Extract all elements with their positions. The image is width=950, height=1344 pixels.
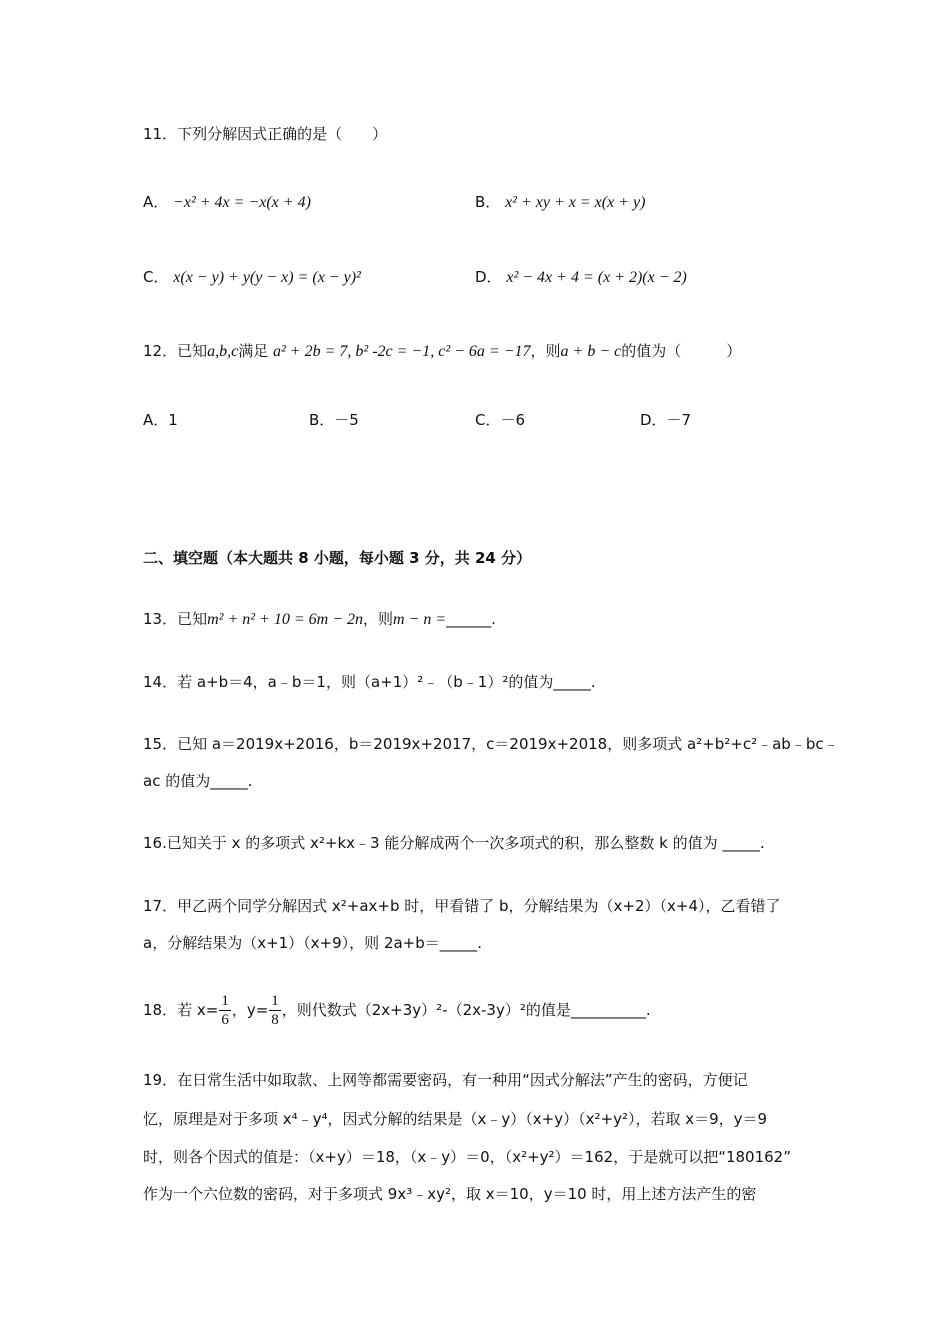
- q19-line-4: 作为一个六位数的密码，对于多项式 9x³﹣xy²，取 x＝10，y＝10 时，用上述方法产生的密: [143, 1185, 757, 1203]
- q11-option-c-math: x(x − y) + y(y − x) = (x − y)²: [173, 269, 361, 286]
- q13: [143, 609, 496, 630]
- q12-option-b[interactable]: B．－5: [309, 411, 359, 429]
- q13-math-equation: m² + n² + 10 = 6m − 2n: [207, 611, 363, 628]
- q16: 16.已知关于 x 的多项式 x²+kx﹣3 能分解成两个一次多项式的积，那么整数 k 的值为 _____.: [143, 834, 765, 852]
- q11-option-d[interactable]: [475, 267, 687, 288]
- q12-stem-mid: 满足: [238, 342, 269, 360]
- q18-suffix: ，则代数式（2x+3y）²-（2x-3y）²的值是__________.: [281, 1001, 651, 1019]
- section-2-title: 二、填空题（本大题共 8 小题，每小题 3 分，共 24 分）: [143, 549, 532, 567]
- q11-option-a-label: A．: [143, 193, 169, 211]
- q17-line-1: 17．甲乙两个同学分解因式 x²+ax+b 时，甲看错了 b，分解结果为（x+2）（x+4），乙看错了: [143, 897, 781, 915]
- q11-option-d-label: D．: [475, 268, 502, 286]
- q15-line-2: ac 的值为_____.: [143, 772, 253, 790]
- q12-stem-math-vars: a,b,c: [207, 343, 239, 360]
- q17-line-2: a，分解结果为（x+1）（x+9），则 2a+b＝_____.: [143, 934, 483, 952]
- q13-math-expr: m − n =: [393, 611, 447, 628]
- q12-stem-math-expr: a + b − c: [560, 343, 622, 360]
- q13-answer-blank[interactable]: ______.: [446, 610, 496, 628]
- q14: 14．若 a+b＝4，a﹣b＝1，则（a+1）²﹣（b﹣1）²的值为_____.: [143, 673, 596, 691]
- q11-option-b[interactable]: [475, 192, 645, 213]
- q13-mid: ，则: [362, 610, 393, 628]
- q19-line-3: 时，则各个因式的值是：（x+y）＝18，（x﹣y）＝0，（x²+y²）＝162，于是就可以把“180162”: [143, 1148, 791, 1166]
- q18-fraction-x-denominator: 6: [221, 1012, 229, 1028]
- q11-stem: 11．下列分解因式正确的是（ ）: [143, 125, 388, 143]
- q11-option-c[interactable]: [143, 267, 361, 288]
- q12-option-a[interactable]: A．1: [143, 411, 178, 429]
- q18-fraction-x: [219, 992, 231, 1029]
- q11-option-d-math: x² − 4x + 4 = (x + 2)(x − 2): [506, 269, 687, 286]
- q12-stem-math-conditions: a² + 2b = 7, b² -2c = −1, c² − 6a = −17: [273, 343, 531, 360]
- q11-option-a-math: −x² + 4x = −x(x + 4): [173, 194, 311, 211]
- q12-option-c[interactable]: C．－6: [475, 411, 526, 429]
- q18-fraction-y-denominator: 8: [271, 1012, 279, 1028]
- q18-mid: ，y=: [231, 1001, 269, 1019]
- q12-stem: [143, 341, 741, 362]
- q12-stem-mid2: ，则: [530, 342, 561, 360]
- q18: [143, 992, 651, 1029]
- q11-option-b-math: x² + xy + x = x(x + y): [505, 194, 646, 211]
- q18-fraction-y: [269, 992, 281, 1029]
- q19-line-1: 19．在日常生活中如取款、上网等都需要密码，有一种用“因式分解法”产生的密码，方便记: [143, 1071, 748, 1089]
- q11-option-c-label: C．: [143, 268, 169, 286]
- q11-option-b-label: B．: [475, 193, 501, 211]
- q19-line-2: 忆，原理是对于多项 x⁴﹣y⁴，因式分解的结果是（x﹣y）（x+y）（x²+y²），若取 x＝9，y＝9: [143, 1110, 768, 1128]
- q12-option-d[interactable]: D．－7: [640, 411, 692, 429]
- q13-prefix: 13．已知: [143, 610, 208, 628]
- q18-fraction-y-numerator: 1: [271, 993, 279, 1009]
- q12-stem-prefix: 12．已知: [143, 342, 208, 360]
- q18-prefix: 18．若 x=: [143, 1001, 219, 1019]
- q12-stem-suffix: 的值为（ ）: [621, 342, 742, 360]
- q15-line-1: 15．已知 a＝2019x+2016，b＝2019x+2017，c＝2019x+2018，则多项式 a²+b²+c²﹣ab﹣bc﹣: [143, 735, 839, 753]
- q18-fraction-x-numerator: 1: [221, 993, 229, 1009]
- q11-option-a[interactable]: [143, 192, 311, 213]
